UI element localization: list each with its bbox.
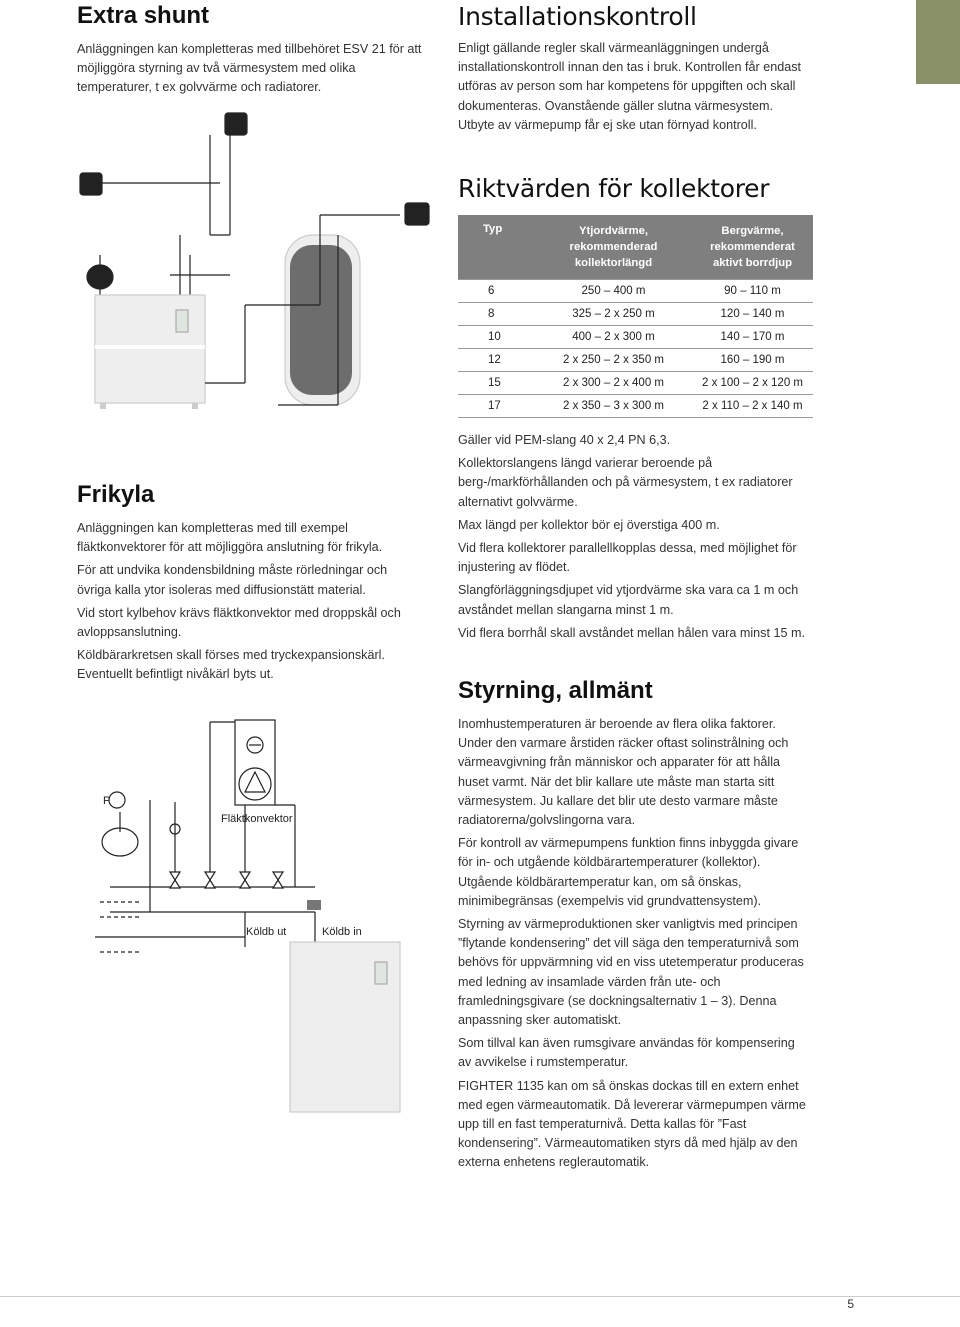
table-header: Typ bbox=[458, 215, 535, 280]
table-row bbox=[458, 303, 813, 326]
table-header: Ytjordvärme, rekommenderad kollektorlängd bbox=[535, 215, 692, 280]
table-cell: 90 – 110 m bbox=[692, 280, 813, 303]
coolant-in-label: Köldb in bbox=[322, 926, 362, 938]
riktvarden-note: Max längd per kollektor bör ej överstiga 400 m. bbox=[458, 517, 720, 532]
riktvarden-note: Gäller vid PEM-slang 40 x 2,4 PN 6,3. bbox=[458, 433, 671, 447]
footer-divider bbox=[0, 1296, 960, 1297]
frikyla-diagram bbox=[95, 712, 425, 1122]
frikyla-section bbox=[77, 481, 422, 685]
table-cell: 120 – 140 m bbox=[692, 303, 813, 326]
expansion-vessel bbox=[102, 828, 138, 856]
frikyla-paragraph: Vid stort kylbehov krävs fläktkonvektor med droppskål och avloppsanslutning. bbox=[77, 605, 401, 640]
table-cell: 325 – 2 x 250 m bbox=[535, 303, 692, 326]
extra-shunt-diagram bbox=[70, 105, 445, 445]
styrning-paragraph: Som tillval kan även rumsgivare användas för kompensering av avvikelse i rumstemperatur. bbox=[458, 1036, 795, 1070]
table-cell: 2 x 250 – 2 x 350 m bbox=[535, 349, 692, 372]
collector-table bbox=[458, 215, 813, 418]
fan-convector-label: Fläktkonvektor bbox=[221, 813, 293, 825]
table-cell: 2 x 100 – 2 x 120 m bbox=[692, 372, 813, 395]
frikyla-paragraph: För att undvika kondensbildning måste rörledningar och övriga kalla ytor isoleras med diffusionstätt material. bbox=[77, 563, 388, 597]
table-cell: 250 – 400 m bbox=[535, 280, 692, 303]
extra-shunt-title: Extra shunt bbox=[77, 2, 210, 29]
table-cell: 10 bbox=[458, 326, 535, 349]
page-number: 5 bbox=[847, 1297, 854, 1311]
installationskontroll-text: Enligt gällande regler skall värmeanläggningen undergå installationskontroll innan den tas i bruk. Kontrollen får endast utföras av person som har kompetens för uppgiften och skall dokumenteras. Ovanstående gäller slutna värmesystem. Utbyte av värmepump får ej ske utan förnyad kontroll. bbox=[458, 41, 802, 132]
table-row bbox=[458, 326, 813, 349]
radiator-icon bbox=[225, 113, 247, 135]
table-row bbox=[458, 372, 813, 395]
tap-icon bbox=[405, 203, 429, 225]
table-cell: 2 x 300 – 2 x 400 m bbox=[535, 372, 692, 395]
floor-heating-icon bbox=[80, 173, 102, 195]
styrning-paragraph: Inomhustemperaturen är beroende av flera olika faktorer. Under den varmare årstiden räcker oftast solinstrålning och värmeavgivning från människor och apparater för att hålla huset varmt. När det blir kallare ute måste man starta sitt värmesystem. Ju kallare det blir ute desto varmare måste radiatorerna/golvslingorna vara. bbox=[458, 717, 789, 828]
table-cell: 160 – 190 m bbox=[692, 349, 813, 372]
frikyla-title: Frikyla bbox=[77, 481, 155, 508]
riktvarden-section bbox=[458, 174, 818, 643]
expansion-vessel bbox=[87, 265, 113, 289]
table-row bbox=[458, 280, 813, 303]
table-cell: 8 bbox=[458, 303, 535, 326]
styrning-paragraph: Styrning av värmeproduktionen sker vanligtvis med principen ”flytande kondensering” det vill säga den temperaturnivå som behövs för uppvärmning vid en viss utetemperatur produceras med ledning av insamlade värden från ute- och framledningsgivare (se dockningsalternativ 1 – 3). Denna anpassning sker automatiskt. bbox=[458, 917, 804, 1028]
riktvarden-note: Vid flera borrhål skall avståndet mellan hålen vara minst 15 m. bbox=[458, 625, 805, 640]
riktvarden-note: Slangförläggningsdjupet vid ytjordvärme ska vara ca 1 m och avståndet mellan slangarna minst 1 m. bbox=[458, 583, 799, 617]
pressure-gauge bbox=[109, 792, 125, 808]
table-cell: 2 x 350 – 3 x 300 m bbox=[535, 395, 692, 418]
pump-symbol: P bbox=[103, 795, 111, 807]
extra-shunt-section bbox=[77, 2, 422, 98]
frikyla-paragraph: Köldbärarkretsen skall förses med tryckexpansionskärl. Eventuellt befintligt nivåkärl byts ut. bbox=[77, 648, 385, 682]
installationskontroll-section bbox=[458, 2, 810, 135]
frikyla-paragraph: Anläggningen kan kompletteras med till exempel fläktkonvektorer för att möjliggöra anslutning för frikyla. bbox=[77, 521, 383, 555]
riktvarden-note: Vid flera kollektorer parallellkopplas dessa, med möjlighet för injustering av flödet. bbox=[458, 541, 797, 575]
styrning-title: Styrning, allmänt bbox=[458, 677, 653, 704]
table-cell: 400 – 2 x 300 m bbox=[535, 326, 692, 349]
table-header-row bbox=[458, 215, 813, 280]
chapter-tab bbox=[916, 0, 960, 84]
table-cell: 2 x 110 – 2 x 140 m bbox=[692, 395, 813, 418]
table-cell: 15 bbox=[458, 372, 535, 395]
riktvarden-title: Riktvärden för kollektorer bbox=[458, 174, 770, 203]
styrning-section bbox=[458, 677, 810, 1173]
styrning-paragraph: För kontroll av värmepumpens funktion finns inbyggda givare för in- och utgående köldbärartemperaturer (kollektor). Utgående köldbärartemperatur kan, om så önskas, minimibegränsas (exempelvis vid grundvattensystem). bbox=[458, 836, 799, 908]
table-cell: 140 – 170 m bbox=[692, 326, 813, 349]
table-header: Bergvärme, rekommenderat aktivt borrdjup bbox=[692, 215, 813, 280]
installationskontroll-title: Installationskontroll bbox=[458, 2, 697, 31]
table-row bbox=[458, 349, 813, 372]
styrning-paragraph: FIGHTER 1135 kan om så önskas dockas till en extern enhet med egen värmeautomatik. Då levererar värmepumpen värme upp till en fast temperaturnivå. Detta kallas för ”Fast kondensering”. Värmeautomatiken styrs då med hjälp av den externa enhetens reglerautomatik. bbox=[458, 1078, 806, 1170]
coolant-out-label: Köldb ut bbox=[246, 926, 287, 938]
table-cell: 12 bbox=[458, 349, 535, 372]
table-row bbox=[458, 395, 813, 418]
riktvarden-note: Kollektorslangens längd varierar beroende på berg-/markförhållanden och på värmesystem, t ex radiatorer alternativt golvvärme. bbox=[458, 456, 793, 509]
table-cell: 17 bbox=[458, 395, 535, 418]
extra-shunt-text: Anläggningen kan kompletteras med tillbehöret ESV 21 för att möjliggöra styrning av två värmesystem med olika temperaturer, t ex golvvärme och radiatorer. bbox=[77, 42, 422, 95]
table-cell: 6 bbox=[458, 280, 535, 303]
